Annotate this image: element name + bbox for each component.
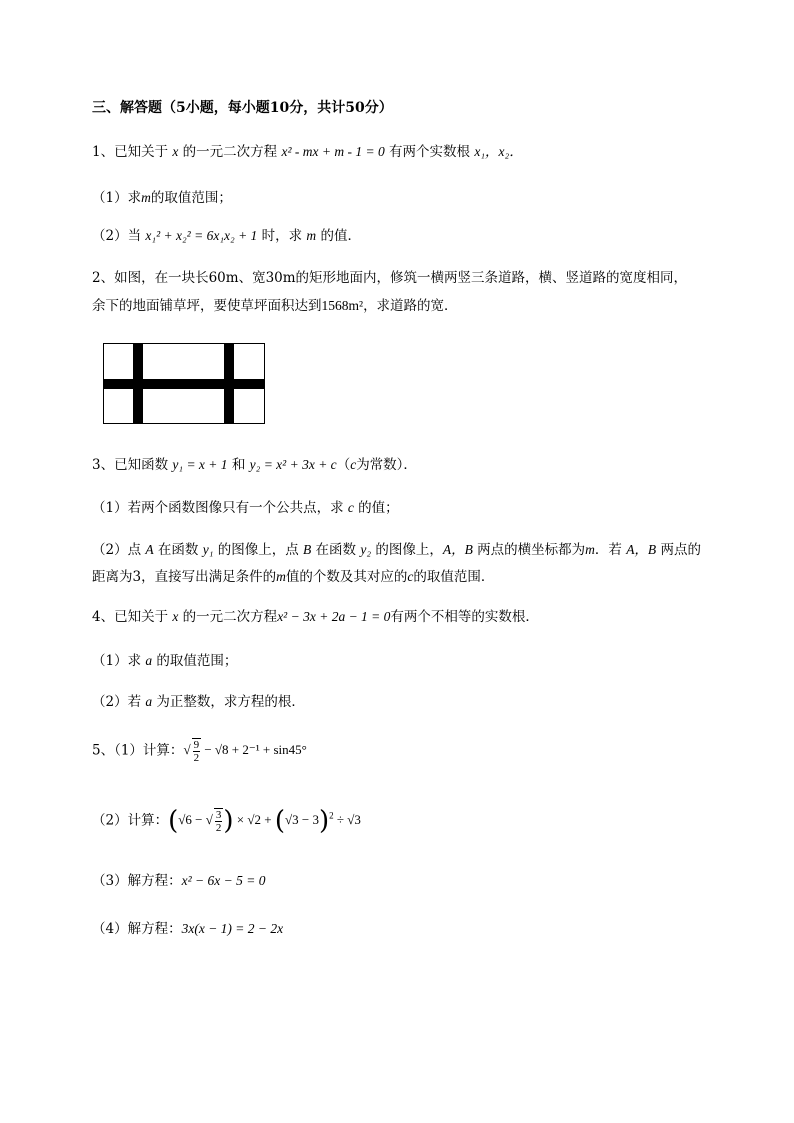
q3-y1-sym: y₁ (202, 542, 214, 557)
q1-p1-post: 的取值范围； (150, 190, 232, 206)
q3-const: 为常数）． (356, 457, 417, 473)
q5-p4-equation: 3x(x − 1) = 2 − 2x (181, 921, 284, 936)
question-5-part-2 (92, 806, 361, 837)
q1-var-x: x (172, 144, 179, 159)
q1-stem-post: 有两个实数根 (384, 144, 475, 160)
road-diagram (103, 343, 267, 427)
q5-p4-label: （4）解方程： (92, 921, 182, 937)
q3-p2-g: ．若 (594, 542, 627, 558)
q3-paren: （ (336, 457, 351, 473)
q3-p2-b: 在函数 (153, 542, 203, 558)
q3-p1-post: 的值； (353, 500, 399, 516)
q1-p2-pre: （2）当 (92, 228, 146, 244)
q3-ab-1: A，B (442, 542, 473, 557)
q1-p2-var: m (306, 228, 317, 243)
q5-p2-a: √6 − (178, 812, 206, 828)
q1-stem-mid: 的一元二次方程 (178, 144, 282, 160)
q3-p1-c: c (347, 500, 354, 515)
q2-area: 1568m² (321, 298, 364, 313)
q1-roots: x₁，x₂． (474, 144, 523, 159)
q3-p2-l2-b: 值的个数及其对应的 (285, 569, 408, 585)
question-4-part-1 (92, 651, 237, 671)
q3-c: c (350, 457, 357, 472)
q3-c-2: c (407, 569, 414, 584)
q3-y2: y₂ = x² + 3x + c (249, 457, 337, 472)
q3-m-1: m (585, 542, 595, 557)
q3-p2-e: 的图像上， (371, 542, 443, 558)
q1-equation: x² - mx + m - 1 = 0 (281, 144, 385, 159)
question-1-stem (92, 142, 523, 162)
question-2-line-1: 2、如图，在一块长60m、宽30m的矩形地面内，修筑一横两竖三条道路，横、竖道路的宽度相同， (92, 270, 688, 286)
q4-p2-a: a (145, 694, 153, 709)
q3-p2-l2-c: 的取值范围． (413, 569, 495, 585)
q5-p2-frac-den: 2 (215, 822, 222, 834)
question-1-part-2 (92, 226, 361, 246)
question-3-part-2-line-2 (92, 567, 494, 587)
q4-equation: x² − 3x + 2a − 1 = 0 (277, 609, 391, 624)
q5-p1-tail: − √8 + 2⁻¹ + sin45° (201, 742, 307, 758)
vertical-road-right (224, 344, 234, 424)
q3-p1-pre: （1）若两个函数图像只有一个公共点，求 (92, 500, 348, 516)
q5-p2-frac-num: 3 (215, 809, 222, 821)
q1-p2-end: 的值． (316, 228, 361, 244)
q2-line2-post: ，求道路的宽． (363, 298, 458, 314)
q4-p1-pre: （1）求 (92, 653, 146, 669)
horizontal-road (104, 379, 265, 389)
section-title: 三、解答题（5小题，每小题10分，共计50分） (92, 100, 393, 116)
q5-p2-square: 2 (329, 811, 334, 822)
q5-p3-label: （3）解方程： (92, 873, 182, 889)
q5-p1-frac-num: 9 (193, 739, 200, 751)
q5-p2-c: √3 − 3 (284, 812, 319, 828)
q5-p2-d: ÷ √3 (333, 812, 361, 828)
q1-p2-post: 时，求 (257, 228, 307, 244)
q4-p1-a: a (145, 653, 153, 668)
q5-p1-frac-den: 2 (193, 752, 200, 764)
question-3-part-2-line-1 (92, 540, 701, 560)
q5-p1-label: 5、（1）计算： (92, 742, 184, 759)
q3-m-2: m (276, 569, 286, 584)
q1-p1-pre: （1）求 (92, 190, 142, 206)
q3-p2-l2-a: 距离为3，直接写出满足条件的 (92, 569, 277, 585)
q3-p2-c: 的图像上，点 (213, 542, 304, 558)
q3-y1: y₁ = x + 1 (172, 457, 228, 472)
q4-var-x: x (172, 609, 179, 624)
q3-p2-a: （2）点 (92, 542, 146, 558)
q3-ab-2: A，B (626, 542, 657, 557)
question-4-stem (92, 607, 539, 627)
q4-p1-post: 的取值范围； (152, 653, 238, 669)
question-5-part-1 (92, 738, 307, 764)
q3-stem-pre: 3、已知函数 (92, 457, 173, 473)
q1-stem-pre: 1、已知关于 (92, 144, 173, 160)
question-3-part-1 (92, 498, 399, 518)
q4-p2-post: 为正整数，求方程的根． (152, 694, 305, 710)
q4-stem-mid: 的一元二次方程 (178, 609, 278, 625)
q3-y2-sym: y₂ (360, 542, 372, 557)
q1-p2-equation: x₁² + x₂² = 6x₁x₂ + 1 (145, 228, 258, 243)
q5-p2-label: （2）计算： (92, 812, 169, 829)
q3-p2-h: 两点的 (656, 542, 701, 558)
q3-point-b: B (303, 542, 312, 557)
q3-point-a: A (145, 542, 154, 557)
q4-stem-pre: 4、已知关于 (92, 609, 173, 625)
q5-p2-b: × √2 + (233, 812, 275, 828)
q3-p2-d: 在函数 (311, 542, 361, 558)
q5-p3-equation: x² − 6x − 5 = 0 (181, 873, 266, 888)
q4-stem-post: 有两个不相等的实数根． (390, 609, 539, 625)
q5-p2-expression: (√6 − √ $\frac{3}{2}$ ) × $√2 + (√3 - 3)^2 \div √3$ (168, 806, 361, 837)
q4-p2-pre: （2）若 (92, 694, 146, 710)
vertical-road-left (133, 344, 143, 424)
q3-and: 和 (227, 457, 250, 473)
q3-p2-f: 两点的横坐标都为 (472, 542, 586, 558)
question-4-part-2 (92, 692, 305, 712)
question-2-line-2 (92, 296, 458, 316)
q2-line2-pre: 余下的地面铺草坪，要使草坪面积达到 (92, 298, 322, 314)
question-5-part-3 (92, 871, 265, 891)
q1-p1-var: m (141, 190, 151, 205)
q5-p1-expression: √ $\frac{9}{2}$ − √8 + 2⁻¹ + sin45° (183, 739, 307, 764)
question-5-part-4 (92, 919, 283, 939)
question-1-part-1 (92, 188, 232, 208)
question-3-stem (92, 455, 417, 475)
